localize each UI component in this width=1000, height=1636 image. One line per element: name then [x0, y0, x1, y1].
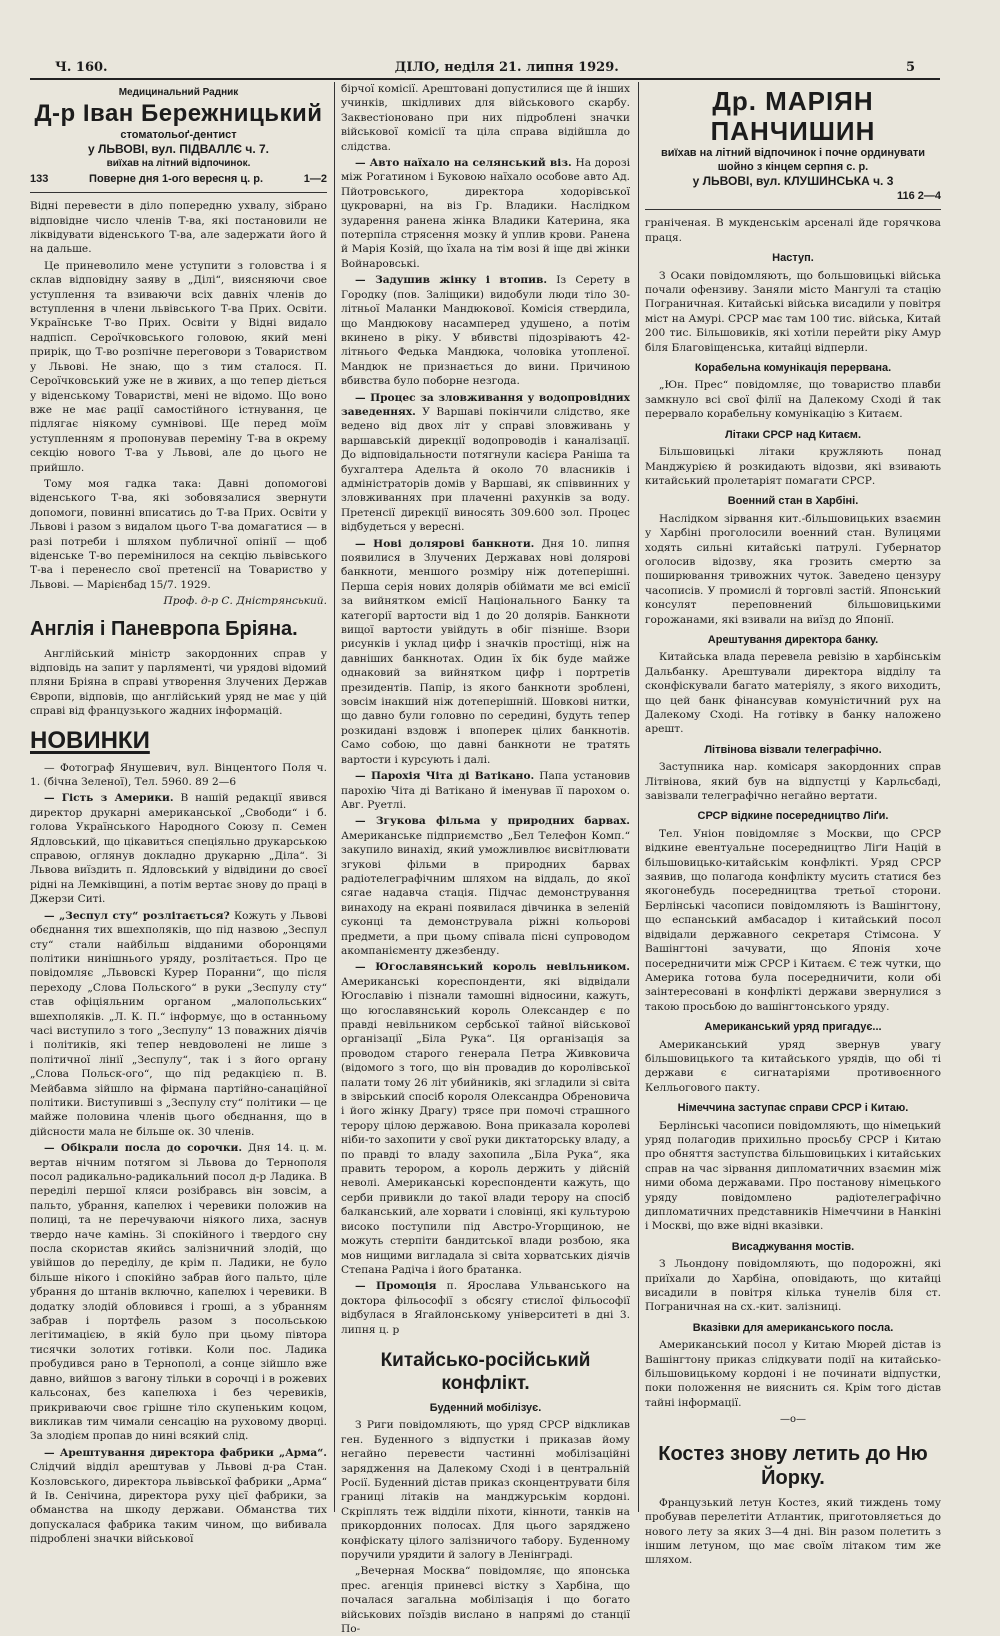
- ad-name: Др. МАРІЯН ПАНЧИШИН: [710, 86, 876, 146]
- paragraph: Це приневолило мене уступити з головства і я склав відповідну заяву в „Ділі“, виясняючи свое уступлення та взиваючи всіх давніх членів до вступлення в члени львівського Т-ва Прих. Освіти. Українське Т-во Прих. Освіти у Відні видало надпісп. Сероїчковського головою, який мені прирік, що Т-во розпічне переговори з Товариством у Львові. Не знаю, що з тим сталося. П. Сероїчковський уже не в живих, а що тепер діється у віденському Товаристві, мені не відомо. Що воно вже не має рації самостійного істнування, це підлягає ніякому сумнівові. Ще перед моїм уступленням я пропонував переміну Т-ва в окрему секцію нового Т-ва у Львові, але до цього не прийшло.: [30, 259, 327, 474]
- paragraph: Англійський міністр закордонних справ у відповідь на запит у парляменті, чи урядові відомий пляни Бріяна в справі утворення Злучених Держав Європи, відповів, що англійський уряд не має у цій справі від французького жадних інформацій.: [30, 647, 327, 718]
- paragraph: Заступника нар. комісаря закордонних справ Літвінова, який був на відпустці у Карльсбаді, завізвали телеграфічно негайно вертати.: [645, 761, 941, 803]
- news-lead: — „Зеспул сту“ розлітається?: [44, 909, 230, 922]
- column-rule: [334, 82, 335, 1512]
- news-body: В нашій редакції явився директор друкарні американської „Свободи“ і б. голова Українського Народного Союзу п. Семен Ядловський, що цікавиться спеціяльно друкарською справою, оглянув докладно друкарню „Діла“. Зі Львова виїздить п. Ядловський у відвідини до своєї рідні на Лемківщині, а потім вертає знову до праці в Джерзи Ситі.: [30, 792, 328, 906]
- headline-costes: Костез знову летить до Ню Йорку.: [658, 1442, 928, 1489]
- subheading: СРСР відкине посередництво Ліґи.: [697, 810, 889, 823]
- paragraph: граніченая. В мукденськім арсеналі йде горячкова праця.: [645, 217, 941, 244]
- ad-address: у ЛЬВОВІ, вул. ПІДВАЛЛЄ ч. 7.: [87, 142, 270, 157]
- news-item: [341, 1279, 630, 1337]
- paragraph: Тел. Уніон повідомляє з Москви, що СРСР відкине евентуальне посередництво Ліґи Націй в більшовицько-китайськім конфлікті. Уряд СРСР заявив, що полагода конфлікту мусить статися без якогонебудь посередництва третьої сторони. Берлінські часописи повідомляють із Вашінгтону, що еспанський амбасадор і китайський посол відвідали державного секретаря Стімсона. У Вашінгтоні зачувати, що Японія хоче посередничити між СРСР і Китаєм. Є теж чутки, що Америка готова була посередничити, коли обі заінтересовані в конфлікті держави звернулися з такою просьбою до вашінгтонського уряду.: [645, 827, 941, 1013]
- paragraph: Наслідком зірвання кит.-більшовицьких взаємин у Харбіні проголосили военний стан. Вулицями ходять сильні китайські патрулі. Губернатор оголосив відозву, яка грозить смертю за поширювання тривожних чуток. Заведено цензуру часописів. У промислі й торговлі застій. Японський консулят переповнений більшовицькими горожанами, які взивали на виїзд до Японії.: [645, 512, 941, 626]
- page-header: [55, 56, 915, 78]
- news-lead: — Процес за зловживання у водопровідних заведеннях.: [341, 391, 630, 418]
- subheading: Военний стан в Харбіні.: [727, 495, 859, 508]
- column-3: [645, 82, 942, 1567]
- news-lead: — Промоція: [355, 1280, 437, 1293]
- paragraph: Американський посол у Китаю Мюрей дістав із Вашінгтону приказ слідкувати події на китайсько-більшовицькому кордоні і не починати відпустки, поки положення не вияснить ся. Крім того дістав тайні інформації.: [645, 1339, 941, 1409]
- news-lead: — Гість з Америки.: [44, 792, 174, 805]
- signature: Проф. д-р С. Дністрянський.: [163, 595, 327, 608]
- ad-number: 133: [30, 172, 49, 185]
- paragraph: Берлінські часописи повідомляють, що німецький уряд полагодив прихильно просьбу СРСР і Китаю про обняття заступства більшовицьких і китайських справ на час зірвання дипломатичних взаємин між ними обома державами. Про постанову німецького уряду повідомлено радіотелеграфічно дипломатичних представників Німеччини в Нанкіні і Москві, що вже відні вказівки.: [645, 1119, 942, 1233]
- news-lead: — Арештування директора фабрики „Арма“.: [44, 1446, 327, 1459]
- news-item: [341, 537, 630, 768]
- paragraph: Тому моя гадка така: Давні допомогові віденського Т-ва, які зобовязалися звернути допомоги, повинні вписатись до Т-ва Прих. Освіти у Львові і разом з видалом цього Т-ва домагатися — в разі потреби і шляхом публичної опінії — щоб віденське Т-во перемінилося на секцію львівського Т-ва і перенесло свої претенсії на Товариство у Львові. — Марієнбад 15/7. 1929.: [30, 477, 327, 591]
- subheading: Американський уряд пригадує...: [704, 1021, 882, 1034]
- subheading: Німеччина заступає справи СРСР і Китаю.: [677, 1102, 909, 1115]
- news-item: [30, 1141, 327, 1444]
- news-body: На дорозі між Рогатином і Буковою наїхало особове авто Ад. Пйотровського, директора ходорівської цукроварні, на віз Гр. Владики. Наслідком зударення ранена жінка Владики Катерина, яка потерпіла стрясення мозку й уплив крови. Ранена й Марія Козій, що їхала на тім возі й іще дві жінки Войнаровські.: [341, 157, 630, 270]
- news-item: [30, 909, 327, 1140]
- news-item: [30, 791, 327, 906]
- page-number: 5: [905, 59, 915, 75]
- subheading: Корабельна комунікація перервана.: [694, 362, 892, 375]
- news-item: [341, 391, 630, 535]
- ad-line: Медицинальний Радник: [118, 87, 239, 98]
- subheading: Буденний мобілізує.: [429, 1401, 542, 1414]
- ad-line: виїхав на літний відпочинок і почне ординувати шойно з кінцем серпня с. р.: [660, 147, 926, 173]
- paragraph: З Осаки повідомляють, що большовицькі війська почали офензиву. Заняли місто Мангулі та стацію Пограничная. Китайські війська висадили у повітря міст на Амурі. СРСР має там 100 тис. війська, Китай 200 тис. Більшовиків, які хотіли перейти ріку Амур біля Благовіщенська, китайці відперли.: [645, 269, 941, 354]
- paragraph: „Вечерная Москва“ повідомляє, що японська прес. агенція приневсі вістку з Харбіна, що почалася загальна мобілізація і що богато військових поїздів вислано в напрямі до станції По-: [341, 1565, 630, 1636]
- issue-number: Ч. 160.: [55, 59, 108, 75]
- news-body: Папа установив парохію Чіта ді Ватікано й іменував її парохом о. Авг. Руетлі.: [341, 770, 630, 811]
- news-lead: — Авто наїхало на селянський віз.: [355, 157, 572, 170]
- news-body: У Варшаві покінчили слідство, яке ведено від двох літ у справі зловживань у варшавській дирекції водопроводів і каналізації. До відповідальности потягнули касієра Раніша та бухгалтера Адельта й около 70 власників і адміністраторів домів у Варшаві, як співвинних у зловживаннях при плаченні рахунків за воду. Претенсії дирекції виносять 309.600 зол. Процес відбудеться у вересні.: [341, 405, 630, 534]
- section-title-news: НОВИНКИ: [30, 726, 150, 754]
- ad-berezhnytsky: [30, 82, 327, 193]
- header-rule: [30, 78, 940, 80]
- news-body: Американські кореспонденти, які відвідали Югославію і пізнали тамошні відносини, кажуть, що югославянський король Олександер є по правді невільником сербської тайної військової організації „Біла Рука“. Ця організація за проводом старого генерала Петра Живковича (відомого з того, що він провадив до королівської палати тому 26 літ убийників, які згладили зі світа в звірський спосіб короля Олександра Обреновича і його жінку Драгу) трясе при помочі страшного терору цілою державою. Вона приказала королеві ніби-то захопити у свої руки диктаторську владу, а по правді то владу захопила „Біла Рука“, яка править терором, а король держить у дійсній неволі. Американські кореспонденти кажуть, що серби привикли до такої влади терору на спосіб балканський, але хорвати і словінці, які культурою високо поступили під Австро-Угорщиною, не можуть стерпіти бандитської влади розбою, яка мов нищими вигладала зі світа хорватських діячів Степана Радіча і його братанка.: [341, 975, 630, 1276]
- subheading: Літаки СРСР над Китаєм.: [725, 428, 861, 441]
- subheading: Висаджування мостів.: [731, 1240, 855, 1253]
- paragraph: З Риги повідомляють, що уряд СРСР відкликав ген. Буденного з відпустки і приказав йому негайно перевести частинні мобілізаційні зарядження на Далекому Сході і в центральній Росії. Буденний дістав приказ сконцентрувати біля границі літаків на манджурськім кордоні. Скріплять теж відділи піхоти, кінноти, танків на прикордонних полосах. Для цього заряджено конфіскату цілого залізничого табору. Буденному поручили урядити й залогу в Ленінграді.: [341, 1419, 630, 1561]
- news-lead: — Обікрали посла до сорочки.: [44, 1142, 243, 1155]
- headline-england: Англія і Паневропа Бріяна.: [30, 617, 298, 640]
- paragraph: Китайська влада перевела ревізію в харбінськім Дальбанку. Арештували директора відділу та сконфіскували багато матеріялу, з якого виходить, що цей банк фінансував комуністичний рух на Далекому Сході. На готівку в банку наложено арешт.: [645, 651, 941, 736]
- paragraph: Американський уряд звернув увагу більшовицького та китайського урядів, що обі ті держави є сигнатаріями противоєнного Келльогового пакту.: [645, 1038, 941, 1094]
- ad-return: Поверне дня 1-ого вересня ц. р.: [89, 172, 264, 185]
- column-1: [30, 82, 328, 1546]
- ad-footer: [645, 189, 941, 203]
- subheading: Арештування директора банку.: [707, 633, 879, 646]
- subheading: Літвінова візвали телеграфічно.: [704, 743, 882, 756]
- news-body: Дня 10. липня появилися в Злучених Державах нові долярові банкноти, меншого розміру ніж дотеперішні. Перша серія нових долярів обіймати ме всі емісії за вийнятком емісії Національного Банку та категорії вартости від 1 до 20 долярів. Банкноти вищої вартости увійдуть в обіг пізніше. Взори рисунків і уклад цифр і значків простіщі, ніж на давніших банкнотах. Один їх бік буде майже однаковий за вийнятком цифр і портретів президентів. Папір, із якого банкноти зроблені, зовсім інакший ніж дотеперішній. Шовкові нитки, що давно були головно по середині, будуть тепер розкидані вздовж і впоперек цілих банкнотів. Само собою, що давні банкноти не тратять вартости і курсують і далі.: [341, 537, 630, 766]
- news-body: п. Ярослава Ульванського на доктора фільософії з обсягу стислої фільософії відбулася в Ягайлонському університеті в дні 3. липня ц. р: [341, 1280, 630, 1336]
- news-body: Із Серету в Городку (пов. Заліщики) видобули люди тіло 30-літньої Маланки Мандюкової. Комісія ствердила, що Мандюкову насамперед удушено, а потім вкинено в ріку. У вбивстві підозріваютъ 42-літнього Федька Мандюка, чоловіка утопленої. Мандюк не признається до вини. Причиною вбивства було поборне незгода.: [341, 274, 631, 388]
- ad-line: стоматольоґ-дентист: [120, 129, 237, 142]
- news-item: [341, 960, 630, 1277]
- paragraph: „Юн. Прес“ повідомляє, що товариство плавби замкнуло всі свої філії на Далекому Сході й так перервало корабельну комунікацію з Китаєм.: [645, 379, 941, 421]
- paragraph: Відні перевести в діло попередню ухвалу, зібрано відповідне число членів Т-ва, які постановили не ліквідувати віденського Т-ва, але задержати його й на дальше.: [30, 200, 327, 256]
- ad-code: 1—2: [303, 172, 327, 185]
- column-2: [341, 82, 631, 1636]
- ad-panchyshyn: [645, 82, 941, 210]
- news-item: [341, 156, 630, 271]
- news-item: [341, 273, 630, 388]
- paragraph: Французький летун Костез, який тиждень тому пробував перелетіти Атлантик, приготовляється до нового лету за яких 3—4 дні. Він разом полетить з іншим летуном, що має своїм літаком тим же шляхом.: [645, 1496, 941, 1567]
- news-lead: — Югославянський король невільником.: [355, 961, 630, 974]
- news-item: [341, 814, 630, 958]
- ornament-divider: —о—: [779, 1414, 807, 1426]
- masthead-date: ДІЛО, неділя 21. липня 1929.: [394, 59, 619, 75]
- column-rule: [638, 82, 639, 1512]
- news-body: Дня 14. ц. м. вертав нічним потягом зі Львова до Тернополя посол радикально-радикальний посол д-р Ладика. В переділі першої кляси розібравсь він зовсім, а пальто, убрання, капелюх і черевики положив на полиці, та не перечуваючи ніякого лиха, заснув твердо наче камінь. Зі спокійного і твердого сну посла скористав якийсь залізничний злодій, що увійшов до переділу, де крім п. Ладики, не було більше нікого і спокійно забрав його пальто, ціле убрання до штанів включно, капелюх і черевики. В додатку злодій обловився і гроші, а з убранням забрав і портфель разом з посольською легітимацією, в якій було при цьому півтора тисячки золотих готівки. Коли пос. Ладика пробудився рано в Тернополі, а сонце зійшло вже давно, вийшов з вагону тільки в сорочці і в рожевих кальсонах, без капелюха і без черевиків, прикриваючи своє грішне тіло скупеньким коцом, викликав тим чимали сенсацію на руховому дворці. За злодієм пропав до нині всякий слід.: [30, 1142, 327, 1443]
- ad-footer: [30, 172, 327, 186]
- ad-address: у ЛЬВОВІ, вул. КЛУШИНСЬКА ч. 3: [692, 174, 894, 188]
- paragraph: бірчої комісії. Арештовані допустилися ще й інших учинків, шкідливих для військового скарбу. Заквестіоновано при них підроблені значки військової комісії та ціла справа відійшла до слідства.: [341, 83, 630, 153]
- headline-conflict: Китайсько-російський конфлікт.: [380, 1349, 591, 1394]
- news-body: Слідчий відділ арештував у Львові д-ра Стан. Козловського, директора львівської фабрики „Арма“ й Ів. Сенічина, директора руху цієї фабрики, за обманства на шкоду держави. Обманства тих допускалася фабрика таким чином, що вибивала підроблені значки військової: [30, 1461, 327, 1546]
- news-lead: — Згукова фільма у природних барвах.: [355, 815, 630, 828]
- news-item: — Фотограф Янушевич, вул. Вінцентого Поля ч. 1. (бічна Зеленої), Тел. 5960. 89 2—6: [30, 761, 327, 789]
- news-item: [341, 769, 630, 812]
- ad-code: 116 2—4: [896, 190, 941, 202]
- news-item: [30, 1446, 327, 1547]
- ad-name: Д-р Іван Бережницький: [34, 100, 323, 128]
- paragraph: З Льондону повідомляють, що подорожні, які приїхали до Харбіна, оповідають, що китайці висадили в повітря кілька тунелів біля ст. Пограничная на сх.-кит. залізниці.: [645, 1258, 941, 1314]
- subheading: Наступ.: [772, 252, 814, 265]
- news-lead: — Задушив жінку і втопив.: [355, 274, 548, 287]
- news-lead: — Парохія Чіта ді Ватікано.: [355, 770, 535, 783]
- subheading: Вказівки для американського посла.: [692, 1321, 894, 1334]
- news-body: Американське підприємство „Бел Телефон Комп.“ закупило винахід, який уможливлює висвітлювати згукові фільми в природних барвах радіотелеграфічним шляхом на віддаль, до якої сягае надавча стація. Підчас демонстрування винаходу на екрані появилася дівчинка в зеленій суконці та демонструвала ріжні кольорові предмети, а при цьому співала пісні супроводом акомпанієменту джезбенду.: [341, 829, 630, 957]
- news-lead: — Нові долярові банкноти.: [355, 537, 535, 550]
- news-body: Кожуть у Львові обєднання тих вшехполяків, що під назвою „Зеспул сту“ стали найбільш відданими оборонцями політики нинішнього уряду, розлітається. Про це повідомляє „Львовскі Курер Поранни“, що після переходу „Слова Польского“ в руки „Зеспулу сту“ став офіціяльним органом „малопольських“ вшехполяків. „Л. К. П.“ інформує, що в останньому часі виступило з того „Зеспулу“ 13 поважних діячів і політиків, які тепер невдоволені не лише з політичної лінії „Зеспулу“, так і з його органу „Слова Польск-ого“, що під редакцією п. В. Мейбавма зійшло на фірмана партійно-санаційної політики. Виступивші з „Зеспулу сту“ політики — це майже половина членів цього обєднання, що в дійсности мала не більше ок. 30 членів.: [30, 909, 328, 1138]
- ad-line: виїхав на літний відпочинок.: [106, 158, 251, 170]
- paragraph: Більшовицькі літаки кружляють понад Манджурією й розкидають відозви, які взивають китайський пролетаріят помагати СРСР.: [645, 446, 941, 487]
